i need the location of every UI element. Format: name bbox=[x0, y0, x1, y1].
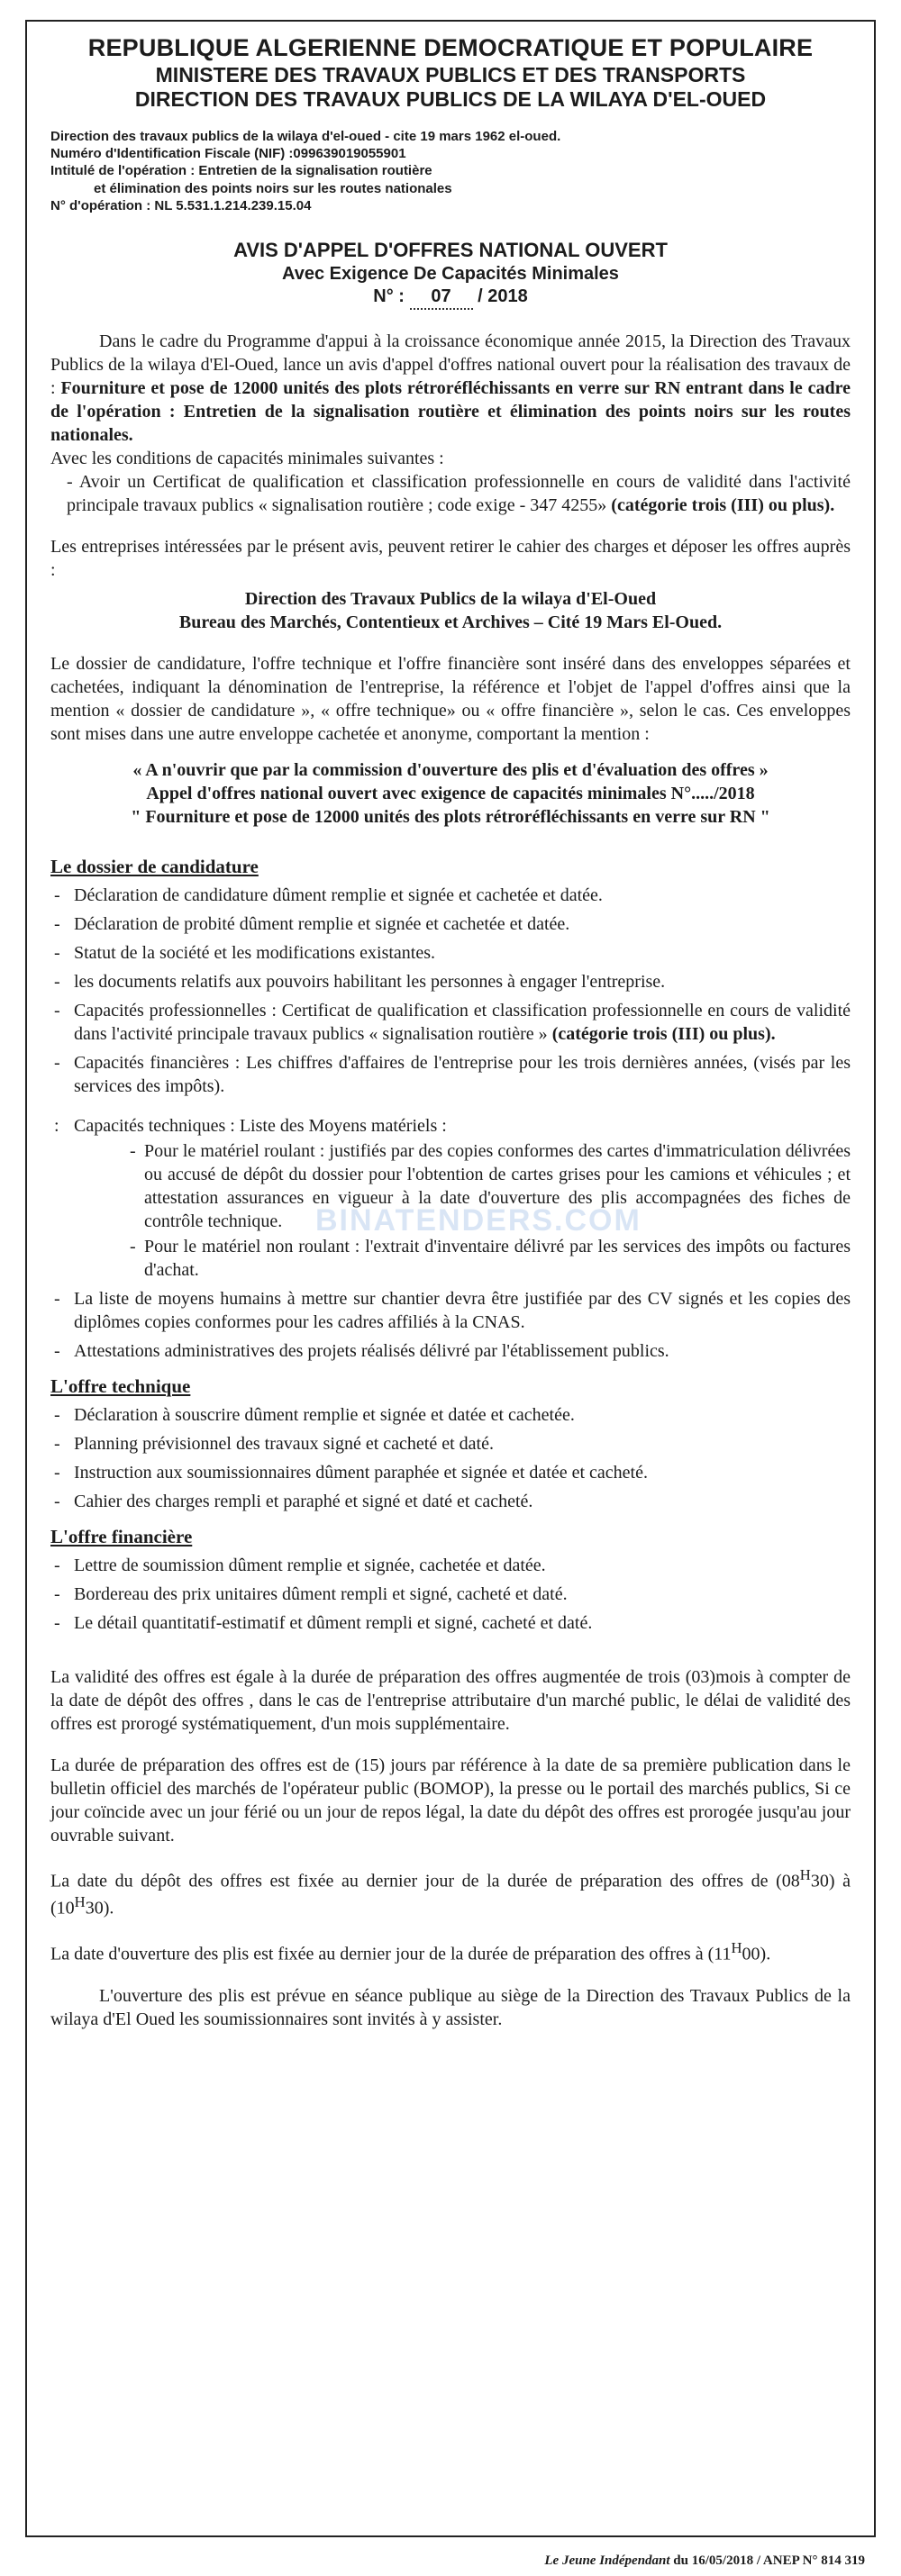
seance-paragraph: L'ouverture des plis est prévue en séance publique au siège de la Direction des Travaux Publics de la wilaya d'El Oued les soumissionnaires sont invités à y assister. bbox=[50, 1985, 851, 2029]
financiere-heading: L'offre financière bbox=[50, 1525, 193, 1547]
conditions-text: - Avoir un Certificat de qualification et classification professionnelle en cours de validité dans l'activité principale travaux publics « signalisation routière ; code exige - 347 4255» bbox=[67, 471, 851, 515]
candidature-list bbox=[50, 884, 851, 1098]
mention-line-1: « A n'ouvrir que par la commission d'ouverture des plis et d'évaluation des offres » bbox=[132, 759, 769, 780]
envelope-mention bbox=[50, 758, 851, 829]
notice-title bbox=[50, 238, 851, 310]
number-suffix: / 2018 bbox=[478, 286, 528, 306]
issuer-meta bbox=[50, 128, 851, 214]
intro-paragraph bbox=[50, 330, 851, 447]
candidature-more-list bbox=[50, 1287, 851, 1363]
conditions-intro: Avec les conditions de capacités minimales suivantes : bbox=[50, 448, 444, 468]
title-main: AVIS D'APPEL D'OFFRES NATIONAL OUVERT bbox=[233, 239, 668, 262]
meta-intitule-cont: et élimination des points noirs sur les routes nationales bbox=[94, 180, 452, 196]
list-item: - Planning prévisionnel des travaux signé et cacheté et daté. bbox=[50, 1432, 851, 1456]
title-sub: Avec Exigence De Capacités Minimales bbox=[282, 263, 619, 284]
list-item: - Pour le matériel non roulant : l'extrait d'inventaire délivré par les services des impôts ou factures d'achat. bbox=[130, 1235, 851, 1282]
list-item: - les documents relatifs aux pouvoirs habilitant les personnes à engager l'entreprise. bbox=[50, 970, 851, 993]
hour-mark: H bbox=[74, 1893, 86, 1911]
depot-text: La date du dépôt des offres est fixée au dernier jour de la durée de préparation des offres de (08 bbox=[50, 1871, 800, 1891]
title-number bbox=[50, 286, 851, 310]
site-watermark: BINATENDERS.COM bbox=[315, 1203, 642, 1238]
mention-line-3: " Fourniture et pose de 12000 unités des plots rétroréfléchissants en verre sur RN " bbox=[131, 806, 770, 827]
direction-line: DIRECTION DES TRAVAUX PUBLICS DE LA WILAYA D'EL-OUED bbox=[134, 86, 767, 111]
number-prefix: N° : bbox=[373, 286, 405, 306]
duree-paragraph: La durée de préparation des offres est de (15) jours par référence à la date de sa première publication dans le bulletin officiel des marchés de l'opérateur public (BOMOP), la presse ou le portail des marchés publics, Si ce jour coïncide avec un jour férié ou un jour de repos légal, la date du dépôt des offres est prorogée jusqu'au jour ouvrable suivant. bbox=[50, 1755, 851, 1846]
publication-ref: du 16/05/2018 / ANEP N° 814 319 bbox=[669, 2553, 865, 2568]
depot-text: 30) à (10 bbox=[50, 1871, 851, 1918]
envelope-paragraph: Le dossier de candidature, l'offre technique et l'offre financière sont inséré dans des enveloppes séparées et cachetées, indiquant la dénomination de l'entreprise, la référence et l'objet de l'appel d'offres ainsi que la mention « dossier de candidature », « offre technique» ou « offre financière », selon le cas. Ces enveloppes sont mises dans une autre enveloppe cachetée et anonyme, comportant la mention : bbox=[50, 653, 851, 744]
financiere-list bbox=[50, 1554, 851, 1635]
notice-frame bbox=[25, 20, 876, 2537]
meta-direction: Direction des travaux publics de la wilaya d'el-oued - cite 19 mars 1962 el-oued. bbox=[50, 129, 561, 145]
capacites-techniques-title: : Capacités techniques : Liste des Moyens matériels : bbox=[50, 1114, 851, 1138]
list-item: - Pour le matériel roulant : justifiés par des copies conformes des cartes d'immatriculation délivrées ou accusé de dépôt du dossier pour l'obtention de cartes grises pour les camions et véhicules ; et attestation assurances en vigueur à la date d'ouverture des plis accompagnées des fiches de contrôle technique. bbox=[130, 1139, 851, 1233]
conditions-category: (catégorie trois (III) ou plus). bbox=[611, 494, 835, 515]
list-item: - Déclaration à souscrire dûment remplie et signée et datée et cachetée. bbox=[50, 1403, 851, 1427]
technique-list bbox=[50, 1403, 851, 1513]
address-line-1: Direction des Travaux Publics de la wilaya d'El-Oued bbox=[244, 588, 657, 609]
list-item: - Cahier des charges rempli et paraphé et signé et daté et cacheté. bbox=[50, 1490, 851, 1513]
list-item: - Capacités financières : Les chiffres d'affaires de l'entreprise pour les trois dernières années, (visés par les services des impôts). bbox=[50, 1051, 851, 1098]
conditions-item bbox=[50, 470, 851, 517]
list-item bbox=[50, 999, 851, 1046]
retrait-paragraph: Les entreprises intéressées par le présent avis, peuvent retirer le cahier des charges et déposer les offres auprès : bbox=[50, 536, 851, 580]
address-line-2: Bureau des Marchés, Contentieux et Archives – Cité 19 Mars El-Oued. bbox=[178, 612, 723, 632]
meta-nif: Numéro d'Identification Fiscale (NIF) :099639019055901 bbox=[50, 146, 406, 162]
publication-footer bbox=[544, 2553, 865, 2569]
list-item: - Statut de la société et les modifications existantes. bbox=[50, 941, 851, 965]
list-item: - Déclaration de probité dûment remplie et signée et cachetée et datée. bbox=[50, 912, 851, 936]
list-item-text: Capacités professionnelles : Certificat de qualification et classification professionnelle en cours de validité dans l'activité principale travaux publics « signalisation routière » bbox=[74, 1000, 851, 1044]
list-item: - La liste de moyens humains à mettre sur chantier devra être justifiée par des CV signés et les copies des diplômes copies conformes pour les cadres affiliés à la CNAS. bbox=[50, 1287, 851, 1334]
intro-text: Dans le cadre du Programme d'appui à la croissance économique année 2015, la Direction des Travaux Publics de la wilaya d'El-Oued, lance un avis d'appel d'offres national ouvert pour la réalisation des travaux de : bbox=[50, 331, 851, 398]
mention-line-2: Appel d'offres national ouvert avec exigence de capacités minimales N°...../2018 bbox=[146, 783, 755, 803]
ouverture-text: 00). bbox=[742, 1944, 771, 1964]
depot-text: 30). bbox=[85, 1898, 114, 1918]
journal-name: Le Jeune Indépendant bbox=[544, 2553, 670, 2568]
ministry-line: MINISTERE DES TRAVAUX PUBLICS ET DES TRANSPORTS bbox=[155, 62, 746, 86]
depot-paragraph bbox=[50, 1865, 851, 1920]
validite-paragraph: La validité des offres est égale à la durée de préparation des offres augmentée de trois (03)mois à compter de la date de dépôt des offres , dans le cas de l'entreprise attributaire d'un marché public, le délai de validité des offres est prorogé systématiquement, d'un mois supplémentaire. bbox=[50, 1666, 851, 1734]
ouverture-paragraph bbox=[50, 1938, 851, 1966]
republic-line: REPUBLIQUE ALGERIENNE DEMOCRATIQUE ET POPULAIRE bbox=[87, 34, 814, 61]
list-item: - Instruction aux soumissionnaires dûment paraphée et signée et datée et cacheté. bbox=[50, 1461, 851, 1484]
hour-mark: H bbox=[799, 1865, 811, 1883]
meta-intitule: Intitulé de l'opération : Entretien de la signalisation routière bbox=[50, 163, 432, 179]
technique-heading: L'offre technique bbox=[50, 1374, 191, 1397]
list-item: - Attestations administratives des projets réalisés délivré par l'établissement publics. bbox=[50, 1339, 851, 1363]
list-item-category: (catégorie trois (III) ou plus). bbox=[551, 1023, 776, 1044]
intro-object: Fourniture et pose de 12000 unités des plots rétroréfléchissants en verre sur RN entrant dans le cadre de l'opération : Entretien de la signalisation routière et élimination des points noirs sur les routes nationales. bbox=[50, 377, 851, 445]
list-item: - Lettre de soumission dûment remplie et signée, cachetée et datée. bbox=[50, 1554, 851, 1577]
list-item: - Bordereau des prix unitaires dûment rempli et signé, cacheté et daté. bbox=[50, 1583, 851, 1606]
list-item: - Déclaration de candidature dûment remplie et signée et cachetée et datée. bbox=[50, 884, 851, 907]
meta-operation: N° d'opération : NL 5.531.1.214.239.15.04 bbox=[50, 197, 312, 213]
number-value: 07 bbox=[410, 286, 473, 310]
hour-mark: H bbox=[731, 1938, 742, 1956]
letterhead bbox=[50, 34, 851, 112]
list-item: - Le détail quantitatif-estimatif et dûment rempli et signé, cacheté et daté. bbox=[50, 1611, 851, 1635]
ouverture-text: La date d'ouverture des plis est fixée au dernier jour de la durée de préparation des offres à (11 bbox=[50, 1944, 732, 1964]
candidature-heading: Le dossier de candidature bbox=[50, 855, 259, 877]
